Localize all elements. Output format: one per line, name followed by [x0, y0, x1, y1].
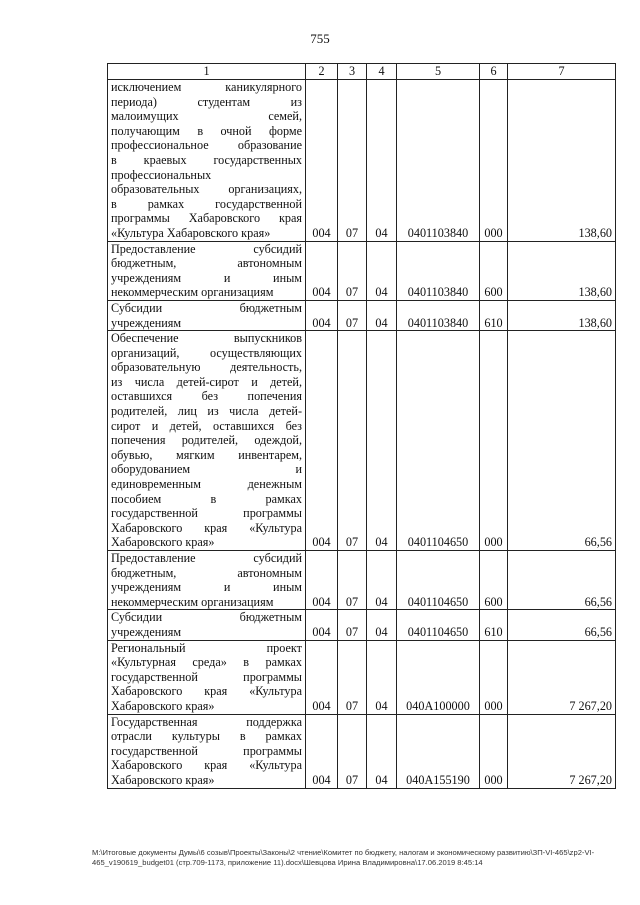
amount-cell: 7 267,20	[508, 714, 616, 788]
table-row	[108, 640, 616, 714]
description-line: «Культура Хабаровского края»	[111, 225, 271, 240]
description-line: Предоставление субсидий	[111, 241, 302, 256]
amount-cell: 66,56	[508, 610, 616, 640]
description-line: «Культурная среда» в рамках	[111, 655, 302, 670]
description-line: отрасли культуры в рамках	[111, 729, 302, 744]
description-line: сирот и детей, оставшихся без	[111, 418, 302, 433]
table-header-row	[108, 64, 616, 80]
table-row	[108, 551, 616, 610]
description-line: образовательных организациях,	[111, 182, 302, 197]
description-line: Хабаровского края «Культура	[111, 520, 302, 535]
column-header: 7	[508, 64, 616, 80]
description-line: Хабаровского края»	[111, 772, 215, 787]
table-row	[108, 331, 616, 551]
description-line: пособием в рамках	[111, 491, 302, 506]
row-description	[108, 241, 306, 300]
description-line: Субсидии бюджетным	[111, 610, 302, 625]
description-line: организаций, осуществляющих	[111, 345, 302, 360]
admin-code-cell: 004	[306, 551, 338, 610]
expense-type-cell: 000	[480, 714, 508, 788]
description-line: некоммерческим организациям	[111, 285, 274, 300]
section-code-cell: 07	[338, 610, 367, 640]
description-line: учреждениям и иным	[111, 580, 302, 595]
budget-table	[107, 63, 616, 789]
description-line: оборудованием и	[111, 462, 302, 477]
expense-type-cell: 000	[480, 640, 508, 714]
description-line: родителей, лиц из числа детей-	[111, 404, 302, 419]
admin-code-cell: 004	[306, 80, 338, 242]
row-description	[108, 640, 306, 714]
amount-cell: 66,56	[508, 331, 616, 551]
expense-type-cell: 610	[480, 300, 508, 330]
description-line: малоимущих семей,	[111, 109, 302, 124]
section-code-cell: 07	[338, 551, 367, 610]
admin-code-cell: 004	[306, 610, 338, 640]
row-description	[108, 610, 306, 640]
subsection-code-cell: 04	[367, 80, 397, 242]
subsection-code-cell: 04	[367, 300, 397, 330]
description-line: бюджетным, автономным	[111, 565, 302, 580]
admin-code-cell: 004	[306, 714, 338, 788]
description-line: государственной программы	[111, 743, 302, 758]
description-line: в краевых государственных	[111, 152, 302, 167]
section-code-cell: 07	[338, 300, 367, 330]
amount-cell: 7 267,20	[508, 640, 616, 714]
row-description	[108, 80, 306, 242]
target-article-cell: 0401103840	[397, 241, 480, 300]
expense-type-cell: 600	[480, 241, 508, 300]
description-line: обувью, мягким инвентарем,	[111, 447, 302, 462]
row-description	[108, 331, 306, 551]
subsection-code-cell: 04	[367, 640, 397, 714]
expense-type-cell: 600	[480, 551, 508, 610]
column-header: 1	[108, 64, 306, 80]
description-line: профессиональное образование	[111, 138, 302, 153]
description-line: учреждениям	[111, 315, 182, 330]
amount-cell: 138,60	[508, 80, 616, 242]
description-line: оставшихся без попечения	[111, 389, 302, 404]
admin-code-cell: 004	[306, 640, 338, 714]
expense-type-cell: 000	[480, 80, 508, 242]
target-article-cell: 0401103840	[397, 80, 480, 242]
subsection-code-cell: 04	[367, 610, 397, 640]
description-line: учреждениям и иным	[111, 270, 302, 285]
expense-type-cell: 610	[480, 610, 508, 640]
description-line: Хабаровского края»	[111, 535, 215, 550]
description-line: попечения родителей, одеждой,	[111, 433, 302, 448]
admin-code-cell: 004	[306, 331, 338, 551]
description-line: Хабаровского края «Культура	[111, 758, 302, 773]
row-description	[108, 300, 306, 330]
column-header: 3	[338, 64, 367, 80]
subsection-code-cell: 04	[367, 714, 397, 788]
description-line: образовательную деятельность,	[111, 360, 302, 375]
expense-type-cell: 000	[480, 331, 508, 551]
description-line: Хабаровского края»	[111, 698, 215, 713]
section-code-cell: 07	[338, 714, 367, 788]
description-line: Государственная поддержка	[111, 714, 302, 729]
page-number: 755	[310, 31, 330, 46]
subsection-code-cell: 04	[367, 331, 397, 551]
description-line: некоммерческим организациям	[111, 594, 274, 609]
column-header: 5	[397, 64, 480, 80]
amount-cell: 66,56	[508, 551, 616, 610]
amount-cell: 138,60	[508, 300, 616, 330]
description-line: Предоставление субсидий	[111, 551, 302, 565]
column-header: 6	[480, 64, 508, 80]
description-line: программы Хабаровского края	[111, 211, 302, 226]
target-article-cell: 0401103840	[397, 300, 480, 330]
admin-code-cell: 004	[306, 241, 338, 300]
description-line: в рамках государственной	[111, 196, 302, 211]
description-line: государственной программы	[111, 506, 302, 521]
description-line: бюджетным, автономным	[111, 256, 302, 271]
admin-code-cell: 004	[306, 300, 338, 330]
section-code-cell: 07	[338, 331, 367, 551]
description-line: получающим в очной форме	[111, 123, 302, 138]
column-header: 2	[306, 64, 338, 80]
target-article-cell: 040A155190	[397, 714, 480, 788]
description-line: учреждениям	[111, 624, 182, 639]
section-code-cell: 07	[338, 640, 367, 714]
description-line: периода) студентам из	[111, 94, 302, 109]
section-code-cell: 07	[338, 80, 367, 242]
column-header: 4	[367, 64, 397, 80]
table-row	[108, 610, 616, 640]
description-line: профессиональных	[111, 167, 212, 182]
subsection-code-cell: 04	[367, 551, 397, 610]
table-row	[108, 241, 616, 300]
subsection-code-cell: 04	[367, 241, 397, 300]
section-code-cell: 07	[338, 241, 367, 300]
target-article-cell: 040A100000	[397, 640, 480, 714]
description-line: государственной программы	[111, 669, 302, 684]
description-line: исключением каникулярного	[111, 80, 302, 94]
description-line: Хабаровского края «Культура	[111, 684, 302, 699]
description-line: из числа детей-сирот и детей,	[111, 374, 302, 389]
amount-cell: 138,60	[508, 241, 616, 300]
description-line: Обеспечение выпускников	[111, 331, 302, 346]
table-row	[108, 300, 616, 330]
row-description	[108, 714, 306, 788]
description-line: Субсидии бюджетным	[111, 300, 302, 315]
document-footer-path: M:\Итоговые документы Думы\6 созыв\Проекты\Законы\2 чтение\Комитет по бюджету, налогам и экономическому развитию\ЗП-VI-465\zp2-VI-465_v190619_budget01 (стр.709-1173, приложение 11).docx\Шевцова Ирина Владимировна\17.06.2019 8:45:14	[92, 848, 595, 867]
target-article-cell: 0401104650	[397, 551, 480, 610]
row-description	[108, 551, 306, 610]
description-line: Региональный проект	[111, 640, 302, 655]
target-article-cell: 0401104650	[397, 610, 480, 640]
table-row	[108, 80, 616, 242]
table-row	[108, 714, 616, 788]
description-line: единовременным денежным	[111, 477, 302, 492]
target-article-cell: 0401104650	[397, 331, 480, 551]
